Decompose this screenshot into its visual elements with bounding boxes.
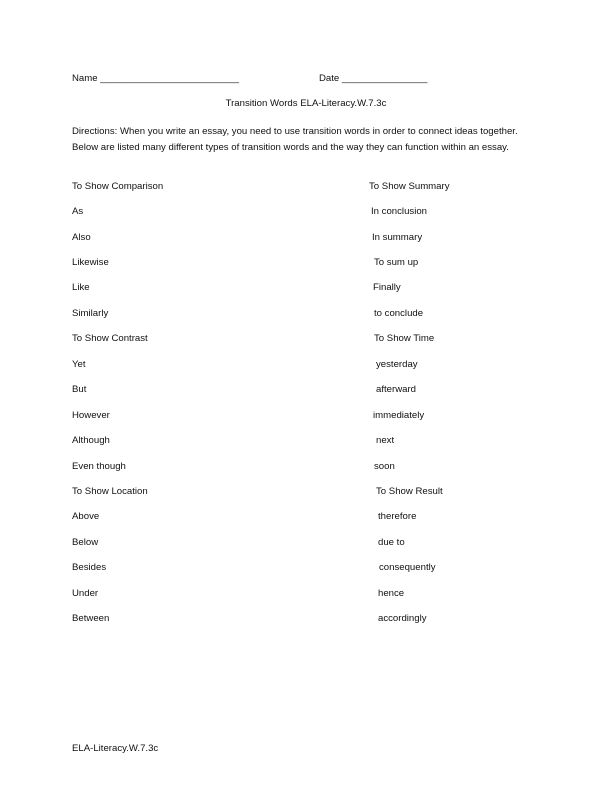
page-title: Transition Words ELA-Literacy.W.7.3c [225, 98, 387, 109]
right-list-item: To sum up [374, 257, 419, 268]
left-list-item: To Show Comparison [72, 181, 164, 192]
name-field-label: Name __________________________ [72, 73, 239, 84]
right-list-item: next [376, 435, 395, 446]
left-list-item: Besides [72, 562, 107, 573]
right-list-item: To Show Result [376, 486, 443, 497]
left-list-item: Also [72, 232, 91, 243]
left-list-item: To Show Location [72, 486, 148, 497]
right-list-item: consequently [379, 562, 436, 573]
left-list-item: Above [72, 511, 100, 522]
right-list-item: In summary [372, 232, 423, 243]
right-list-item: In conclusion [371, 206, 427, 217]
left-list-item: Likewise [72, 257, 109, 268]
right-list-item: To Show Summary [369, 181, 450, 192]
left-list-item: As [72, 206, 84, 217]
left-list-item: Under [72, 588, 99, 599]
directions-paragraph: Directions: When you write an essay, you need to use transition words in order to connect ideas together. Below are listed many different types of transition words and the way they can function within an essay. [72, 126, 518, 153]
footer-standard-code: ELA-Literacy.W.7.3c [72, 743, 159, 754]
left-list-item: But [72, 384, 87, 395]
left-list-item: Even though [72, 461, 126, 472]
left-list-item: Although [72, 435, 110, 446]
right-list-item: accordingly [378, 613, 427, 624]
right-list-item: afterward [376, 384, 416, 395]
right-list-item: immediately [373, 410, 425, 421]
left-list-item: Similarly [72, 308, 109, 319]
left-list-item: Below [72, 537, 99, 548]
left-list-item: Like [72, 282, 90, 293]
date-field-label: Date ________________ [319, 73, 428, 84]
right-list-item: hence [378, 588, 405, 599]
right-list-item: yesterday [376, 359, 418, 370]
left-list-item: Yet [72, 359, 86, 370]
right-list-item: therefore [378, 511, 417, 522]
left-list-item: However [72, 410, 110, 421]
right-list-item: due to [378, 537, 405, 548]
left-list-item: To Show Contrast [72, 333, 148, 344]
right-list-item: to conclude [374, 308, 424, 319]
right-list-item: soon [374, 461, 395, 472]
right-list-item: To Show Time [374, 333, 435, 344]
right-list-item: Finally [373, 282, 401, 293]
left-list-item: Between [72, 613, 110, 624]
